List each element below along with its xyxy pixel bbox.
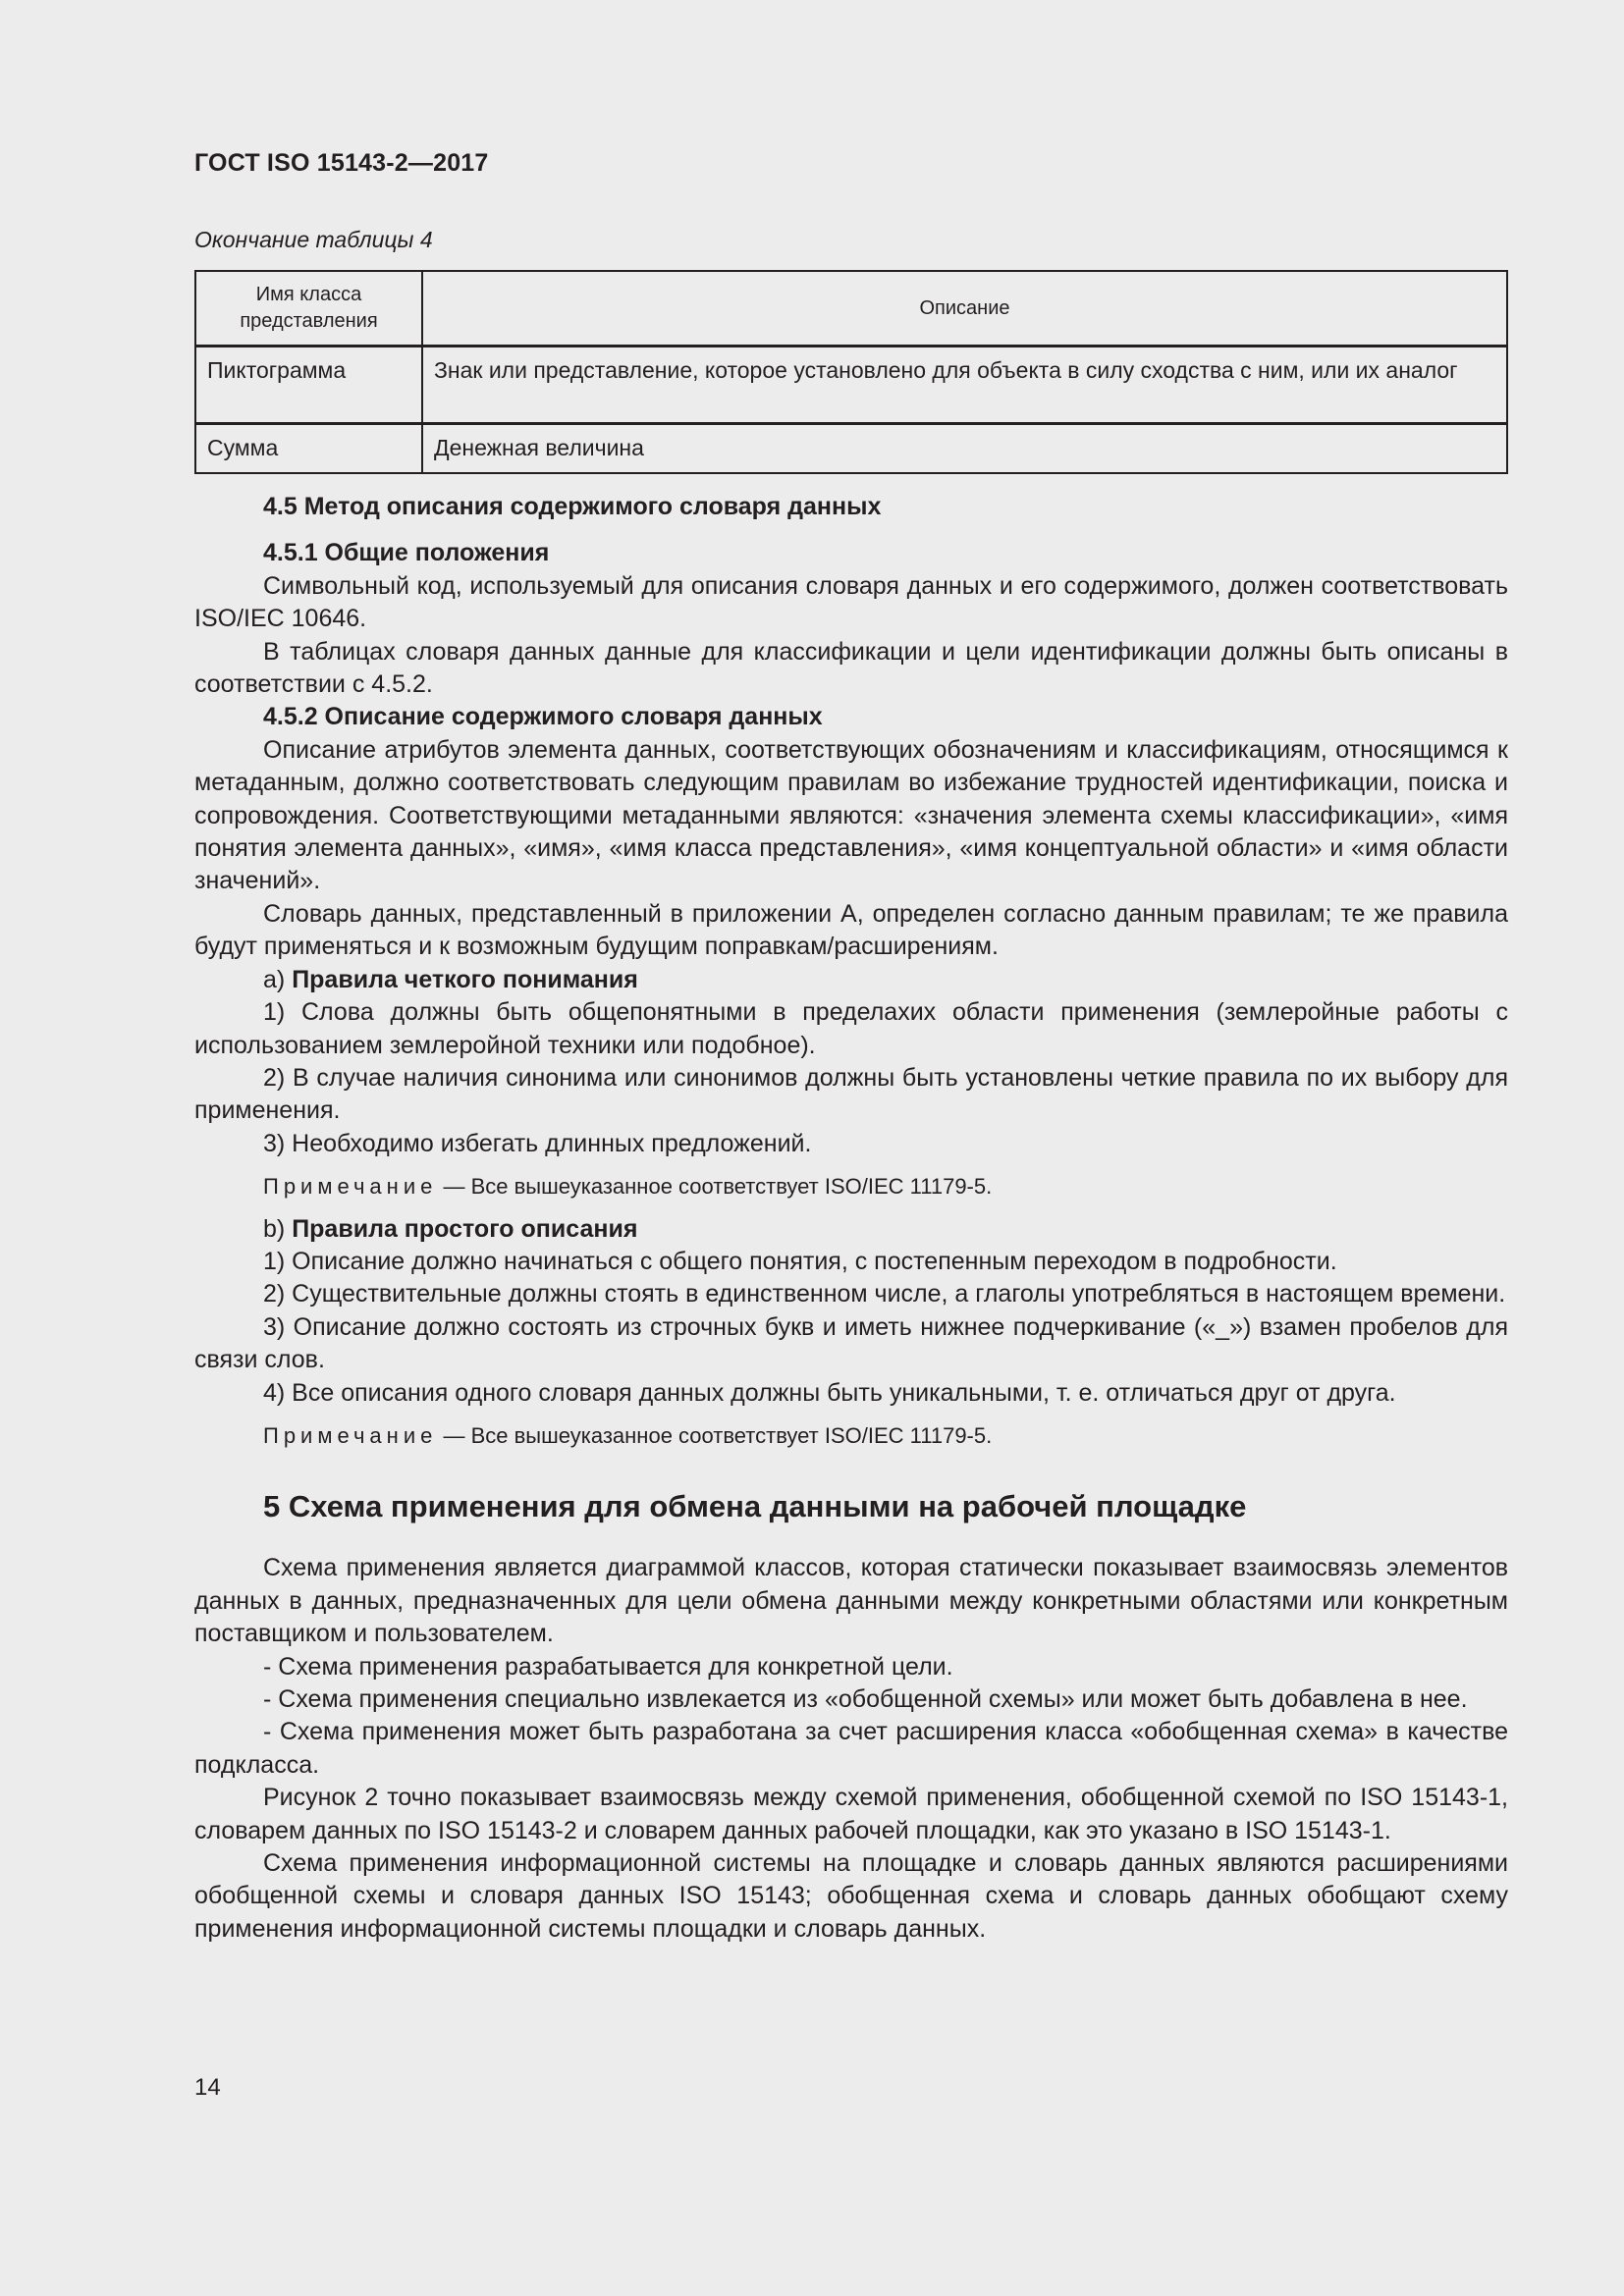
- list-item: 1) Описание должно начинаться с общего понятия, с постепенным переходом в подробности.: [263, 1247, 1337, 1275]
- table-row: [195, 347, 1507, 424]
- note-label: Примечание: [263, 1422, 438, 1448]
- paragraph: Символьный код, используемый для описания словаря данных и его содержимого, должен соответствовать ISO/IEC 10646.: [194, 571, 1508, 633]
- column-header-class-name: Имя класса представления: [195, 271, 422, 347]
- note-label: Примечание: [263, 1174, 438, 1200]
- rule-group-title: Правила простого описания: [292, 1214, 638, 1243]
- list-item: - Схема применения разрабатывается для конкретной цели.: [263, 1652, 953, 1681]
- list-item: - Схема применения может быть разработана за счет расширения класса «обобщенная схема» в качестве подкласса.: [194, 1718, 1508, 1779]
- column-header-description: Описание: [422, 271, 1507, 347]
- table-header-row: [195, 271, 1507, 347]
- list-item: 3) Описание должно состоять из строчных букв и иметь нижнее подчеркивание («_») взамен пробелов для связи слов.: [194, 1312, 1508, 1374]
- cell-description: Знак или представление, которое установлено для объекта в силу сходства с ним, или их аналог: [422, 347, 1507, 424]
- section-heading-4-5: 4.5 Метод описания содержимого словаря данных: [263, 493, 882, 520]
- list-item: 4) Все описания одного словаря данных должны быть уникальными, т. е. отличаться друг от друга.: [263, 1378, 1396, 1407]
- paragraph: Словарь данных, представленный в приложении А, определен согласно данным правилам; те же правила будут применяться и к возможным будущим поправкам/расширениям.: [194, 899, 1508, 961]
- table-row: [195, 424, 1507, 474]
- list-item: 2) В случае наличия синонима или синонимов должны быть установлены четкие правила по их выбору для применения.: [194, 1063, 1508, 1125]
- paragraph: В таблицах словаря данных данные для классификации и цели идентификации должны быть описаны в соответствии с 4.5.2.: [194, 637, 1508, 699]
- list-item: - Схема применения специально извлекается из «обобщенной схемы» или может быть добавлена в нее.: [263, 1685, 1468, 1713]
- list-marker: b): [263, 1214, 286, 1243]
- list-item: 2) Существительные должны стоять в единственном числе, а глаголы употребляться в настоящем времени.: [263, 1280, 1506, 1308]
- section-heading-5: 5 Схема применения для обмена данными на рабочей площадке: [263, 1489, 1247, 1524]
- paragraph: Рисунок 2 точно показывает взаимосвязь между схемой применения, обобщенной схемой по ISO 15143-1, словарем данных по ISO 15143-2 и словарем данных рабочей площадки, как это указано в ISO 15143-1.: [194, 1784, 1508, 1844]
- subsection-heading-4-5-2: 4.5.2 Описание содержимого словаря данных: [263, 703, 823, 731]
- list-item: 3) Необходимо избегать длинных предложений.: [263, 1129, 812, 1157]
- body-text: [194, 491, 1508, 1946]
- rule-group-b-title: [194, 1213, 1508, 1246]
- note: [194, 1419, 1508, 1452]
- note-text: — Все вышеуказанное соответствует ISO/IEC 11179-5.: [443, 1422, 993, 1448]
- paragraph: Схема применения является диаграммой классов, которая статически показывает взаимосвязь элементов данных в данных, предназначенных для цели обмена данными между конкретными областями или конкретным поставщиком и пользователем.: [194, 1554, 1508, 1648]
- note: [194, 1170, 1508, 1202]
- cell-description: Денежная величина: [422, 424, 1507, 474]
- note-text: — Все вышеуказанное соответствует ISO/IEC 11179-5.: [443, 1174, 993, 1200]
- list-marker: а): [263, 965, 286, 993]
- representation-class-table: [194, 270, 1508, 474]
- table-caption: Окончание таблицы 4: [194, 227, 433, 252]
- rule-group-a-title: [194, 964, 1508, 996]
- paragraph: Описание атрибутов элемента данных, соответствующих обозначениям и классификациям, относящимся к метаданным, должно соответствовать следующим правилам во избежание трудностей идентификации, поиска и сопровождения. Соответствующими метаданными являются: «значения элемента схемы классификации», «имя понятия элемента данных», «имя», «имя класса представления», «имя концептуальной области» и «имя области значений».: [194, 735, 1508, 895]
- subsection-heading-4-5-1: 4.5.1 Общие положения: [263, 539, 550, 567]
- list-item: 1) Слова должны быть общепонятными в пределахих области применения (землеройные работы с использованием землеройной техники или подобное).: [194, 998, 1508, 1059]
- page-number: 14: [194, 2074, 221, 2101]
- paragraph: Схема применения информационной системы на площадке и словарь данных являются расширениями обобщенной схемы и словаря данных ISO 15143; обобщенная схема и словарь данных обобщают схему применения информационной системы площадки и словарь данных.: [194, 1849, 1508, 1943]
- rule-group-title: Правила четкого понимания: [292, 965, 638, 993]
- cell-class-name: Пиктограмма: [195, 347, 422, 424]
- document-header: ГОСТ ISO 15143-2—2017: [194, 149, 489, 177]
- cell-class-name: Сумма: [195, 424, 422, 474]
